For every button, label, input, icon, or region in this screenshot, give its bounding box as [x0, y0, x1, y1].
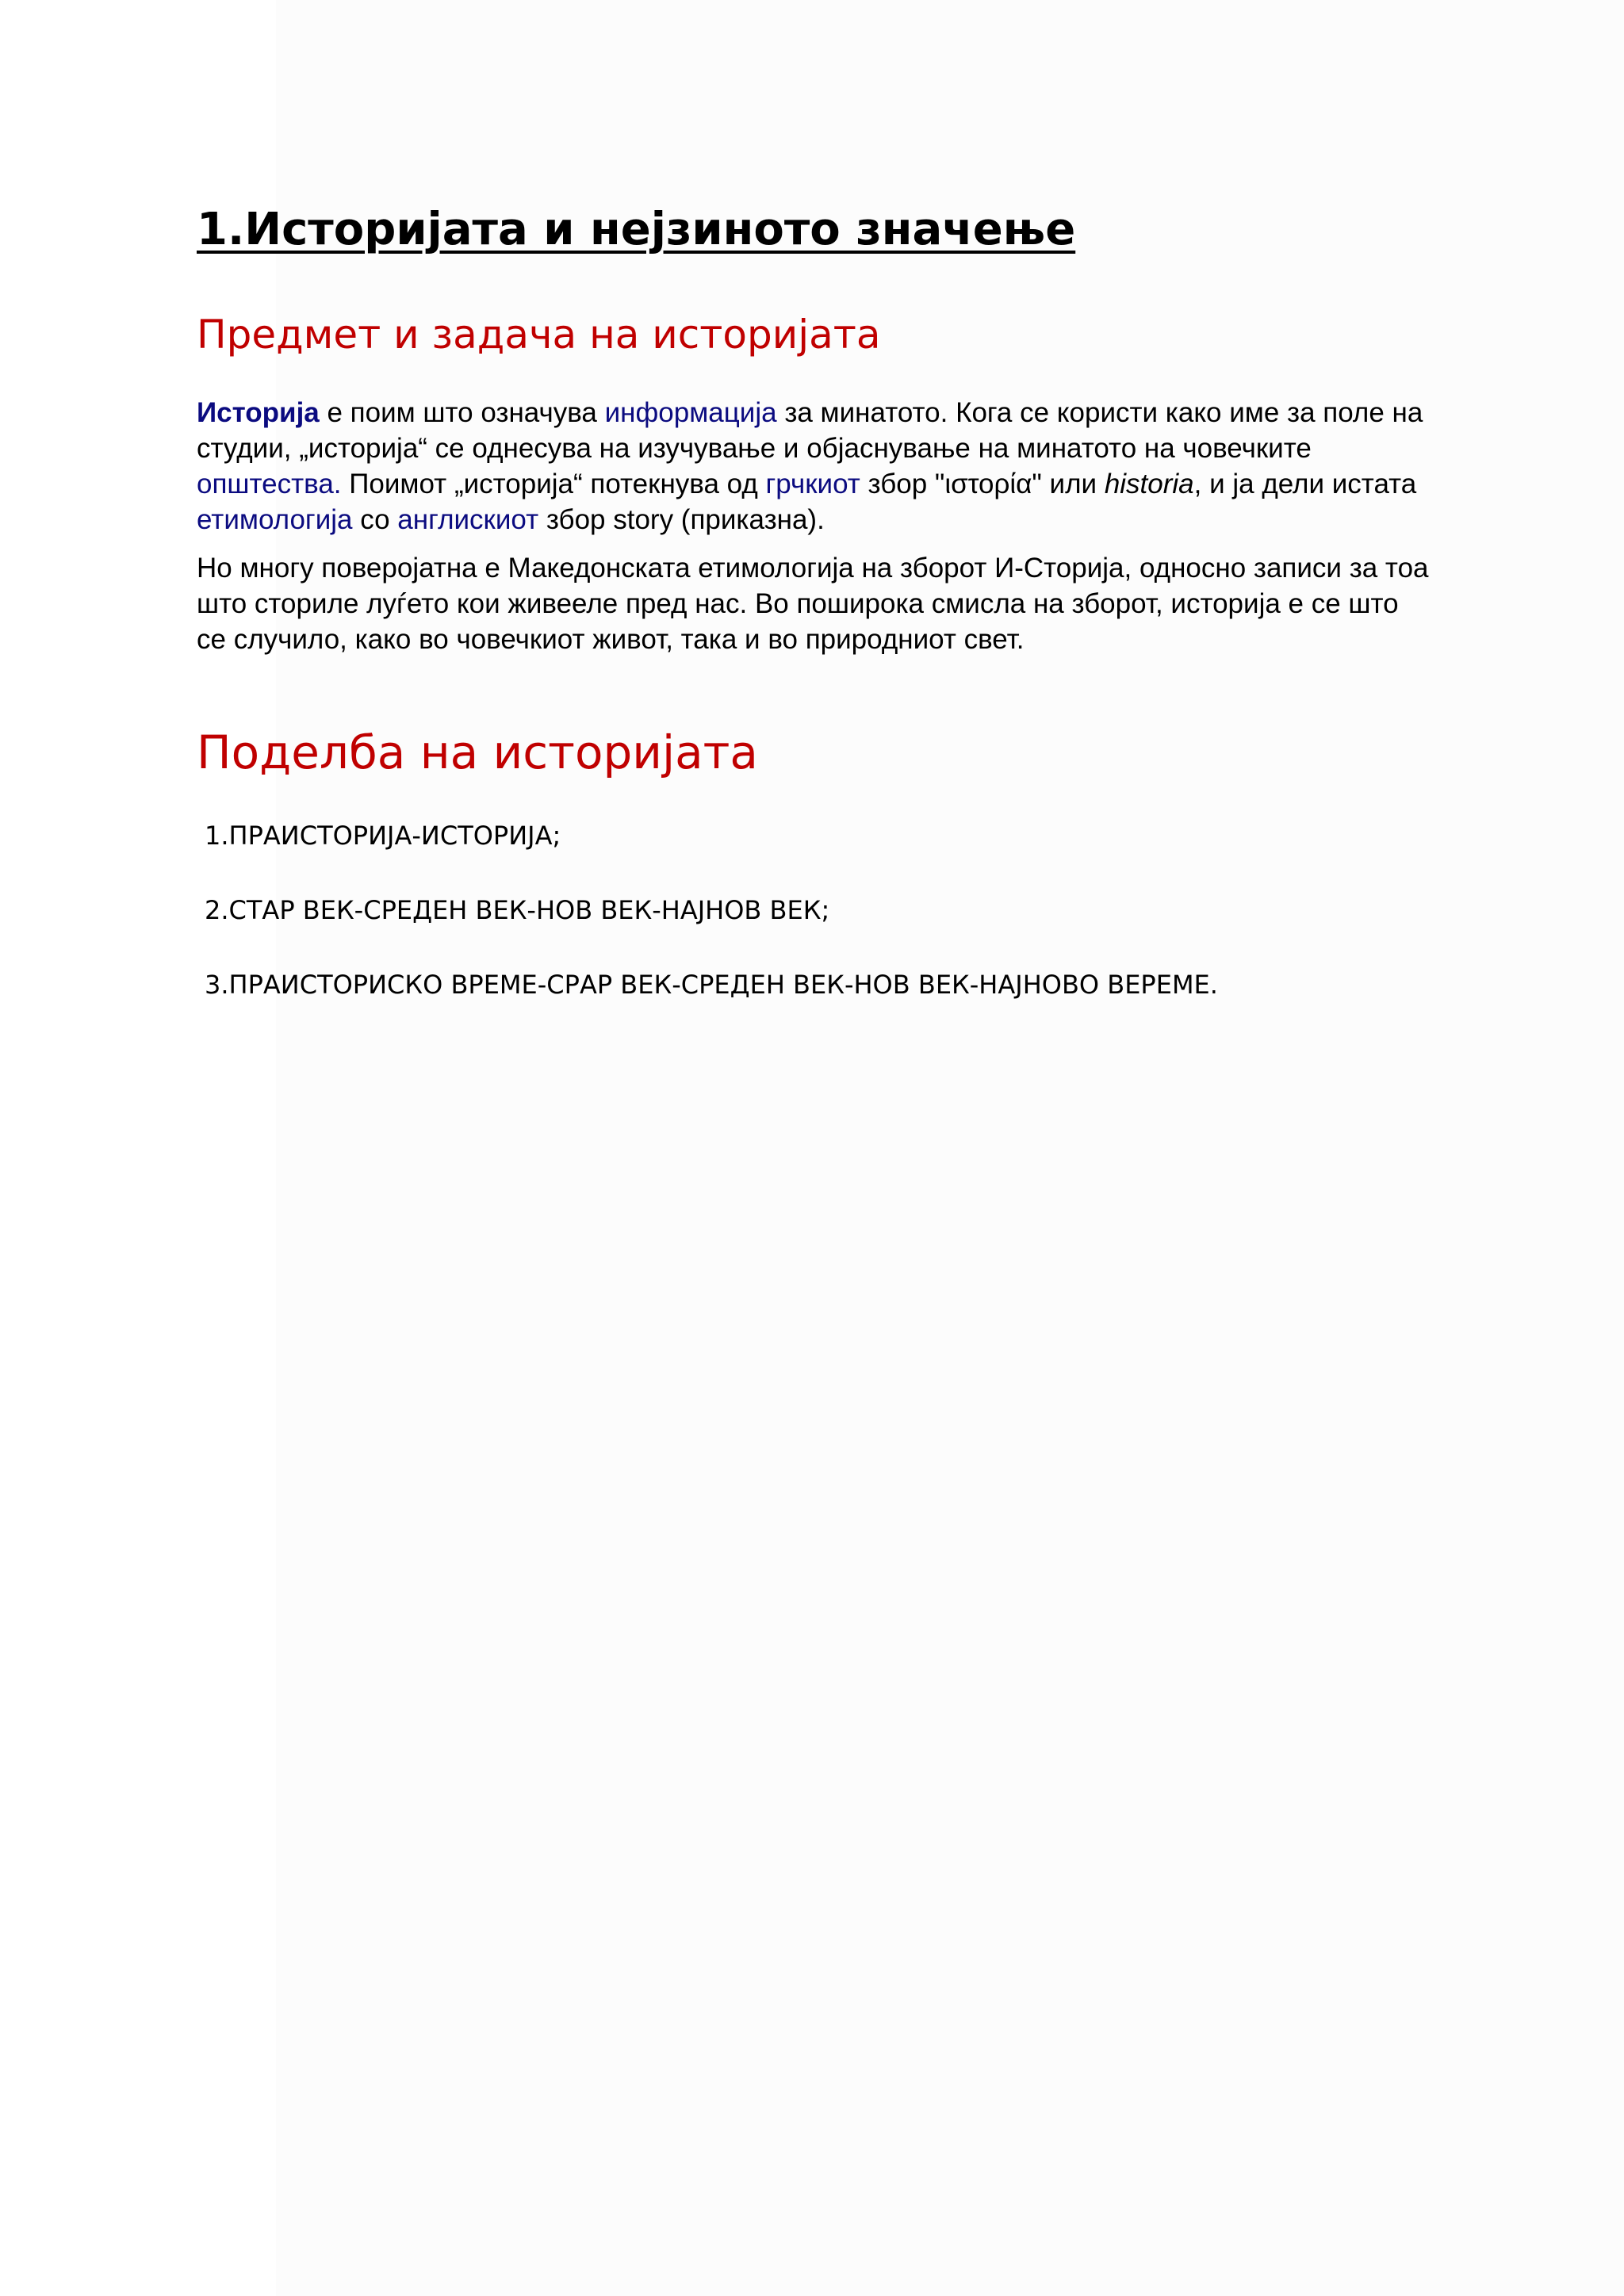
text-segment: збор story (приказна). — [538, 504, 825, 535]
division-list — [197, 817, 1434, 1003]
section-heading-division: Поделба на историјата — [197, 725, 758, 779]
text-segment: , и ја дели истата — [1193, 469, 1417, 499]
list-item: 3.ПРАИСТОРИСКО ВРЕМЕ-СРАР ВЕК-СРЕДЕН ВЕК-НОВ ВЕК-НАЈНОВО ВЕРЕМЕ. — [205, 970, 1218, 1000]
list-item: 1.ПРАИСТОРИЈА-ИСТОРИЈА; — [205, 821, 561, 851]
paragraph-definition — [197, 395, 1434, 538]
page-title: 1.Историјата и нејзиното значење — [197, 204, 1076, 255]
text-segment: за минатото. Кога се користи како име за поле на студии, „историја“ се однесува на изучување и објаснување на минатото на човечките — [197, 397, 1423, 464]
link-istorija[interactable]: Историја — [197, 397, 320, 428]
paragraph-etymology: Но многу поверојатна е Македонската етимологија на зборот И-Сторија, односно записи за тоа што сториле луѓето кои живееле пред нас. Во поширока смисла на зборот, историја е се што се случило, како во човечкиот живот, така и во природниот свет. — [197, 553, 1429, 655]
italic-term: historia — [1104, 469, 1194, 499]
link-grckiot[interactable]: грчкиот — [765, 469, 860, 499]
list-item: 2.СТАР ВЕК-СРЕДЕН ВЕК-НОВ ВЕК-НАЈНОВ ВЕК; — [205, 895, 830, 925]
text-segment: Поимот „историја“ потекнува од — [341, 469, 766, 499]
document-content — [197, 198, 1434, 1041]
link-opstestva[interactable]: општества. — [197, 469, 342, 499]
text-segment: со — [352, 504, 398, 535]
section-heading-subject: Предмет и задача на историјата — [197, 312, 881, 358]
text-segment: збор "ιστορία" или — [860, 469, 1105, 499]
text-segment: е поим што означува — [319, 397, 605, 428]
link-etimologija[interactable]: етимологија — [197, 504, 353, 535]
link-informacija[interactable]: информација — [604, 397, 777, 428]
link-angliskiot[interactable]: англискиот — [397, 504, 539, 535]
